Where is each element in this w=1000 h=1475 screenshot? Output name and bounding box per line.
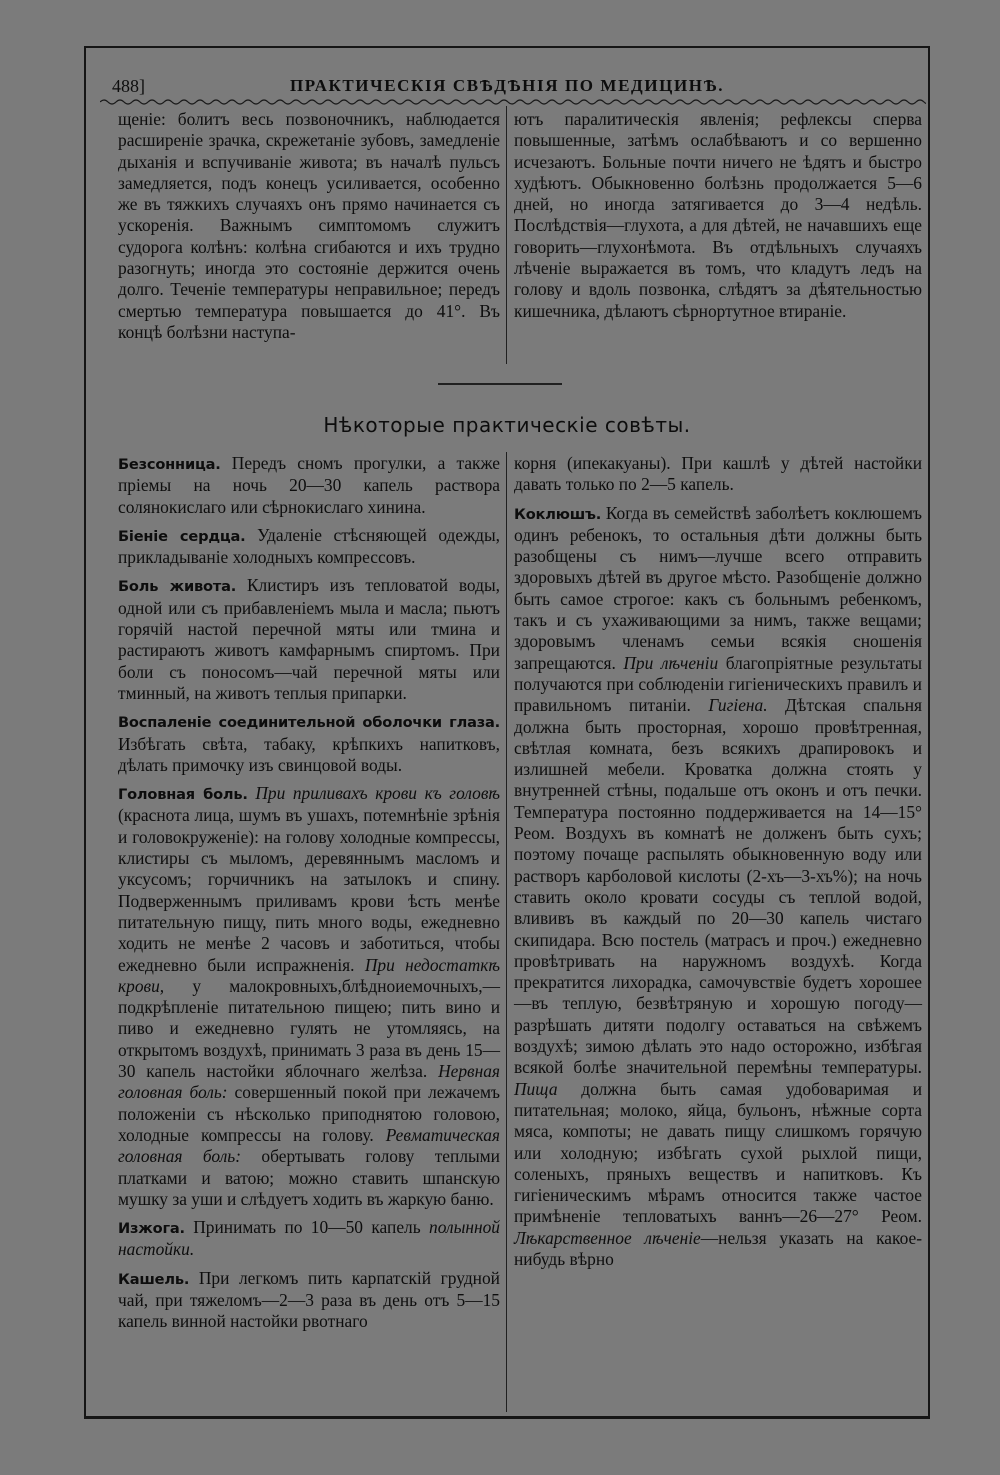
entry-text: —нельзя указать на какое-нибудь вѣрно [514, 1227, 922, 1269]
entry-italic: При лѣченіи [615, 652, 719, 673]
entry-heartburn [118, 1217, 500, 1261]
entry-text: Избѣгать свѣта, табаку, крѣпкихъ напитковъ, дѣлать примочку изъ свинцовой воды. [118, 733, 500, 775]
entry-text: (краснота лица, шумъ въ ушахъ, потемнѣніе зрѣнія и головокруженіе): на голову холодные компрессы, клистиры съ мыломъ, деревяннымъ масломъ и уксусомъ; горчичникъ на затылокъ и спину. Подверженнымъ приливамъ крови ѣсть менѣе питательную пищу, пить много воды, ежедневно ходить не менѣе 2 часовъ и заботиться, чтобы ежедневно были испражненія. [118, 805, 500, 975]
entry-text: Передъ сномъ прогулки, а также пріемы на ночь 20—30 капель раствора солянокислаго или сѣрнокислаго хинина. [118, 453, 500, 517]
entry-conjunctivitis [118, 711, 500, 776]
advice-left-column [118, 453, 500, 1333]
entry-text: совершенный покой при лежачемъ положеніи съ нѣсколько приподнятою головою, холодные компрессы на голову. [118, 1082, 500, 1145]
wavy-rule [100, 97, 926, 107]
entry-heading: Кашель. [118, 1270, 190, 1288]
entry-italic: Гигіена. [690, 695, 768, 716]
entry-heading: Коклюшъ. [514, 505, 602, 523]
entry-headache [118, 783, 500, 1210]
bottom-rule [84, 1416, 930, 1419]
entry-italic: полынной настойки. [118, 1217, 500, 1260]
top-left-text: щеніе: болитъ весь позвоночникъ, наблюдается расширеніе зрачка, скрежетаніе зубовъ, замедленіе дыханія и вспучиваніе живота; въ началѣ пульсъ замедляется, подъ конецъ усиливается, особенно же въ тяжкихъ случаяхъ онъ прямо начинается съ ускоренія. Важнымъ симптомомъ служитъ судорога колѣнъ: колѣна сгибаются и ихъ трудно разогнуть; иногда это состояніе держится очень долго. Теченіе температуры неправильное; передъ смертью температура повышается до 41°. Въ концѣ болѣзни наступа- [118, 109, 500, 342]
entry-whooping-cough [514, 503, 922, 1271]
top-left-column [118, 109, 500, 343]
entry-heading: Біеніе сердца. [118, 527, 246, 545]
entry-cough-continued [514, 453, 922, 496]
entry-text: обертывать голову теплыми платками и ватою; можно ставить шпанскую мушку за уши и слѣдуетъ ходить въ жаркую баню. [118, 1146, 500, 1209]
entry-text: должна быть самая удобоваримая и питательная; молоко, яйца, бульонъ, нѣжные сорта мяса, компоты; не давать пищу слишкомъ горячую или холодную; избѣгать сухой рыхлой пищи, соленыхъ, пряныхъ веществъ и напитковъ. Къ гигіеническимъ мѣрамъ относится также частое примѣненіе тепловатыхъ ваннъ—26—27° Реом. [514, 1078, 922, 1227]
running-title: ПРАКТИЧЕСКІЯ СВѢДѢНІЯ ПО МЕДИЦИНѢ. [289, 76, 725, 95]
entry-cough [118, 1268, 500, 1333]
entry-heading: Изжога. [118, 1220, 185, 1238]
entry-italic: При недостаткѣ крови, [118, 954, 500, 996]
entry-text: Удаленіе стѣсняющей одежды, прикладываніе холодныхъ компрессовъ. [118, 524, 501, 568]
advice-right-column [514, 453, 922, 1270]
entry-italic: Ревматическая головная боль: [118, 1124, 500, 1167]
entry-heading: Безсонница. [118, 456, 221, 473]
section-title: Нѣкоторые практическіе совѣты. [323, 413, 691, 437]
entry-heading: Боль живота. [118, 578, 237, 596]
entry-italic: Лѣкарственное лѣченіе [514, 1227, 701, 1248]
entry-italic: Пища [514, 1078, 558, 1099]
entry-text: Когда въ семействѣ заболѣетъ коклюшемъ одинъ ребенокъ, то остальныя дѣти должны быть разобщены съ нимъ—лучше всего отправить здоровыхъ дѣтей въ другое мѣсто. Разобщеніе должно быть самое строгое: какъ съ больнымъ ребенкомъ, такъ и съ ухаживающими за нимъ, также вещами; здоровымъ членамъ семьи всякія сношенія запрещаются. [514, 502, 922, 673]
entry-text: Клистиръ изъ тепловатой воды, одной или съ прибавленіемъ мыла и масла; пьютъ горячій настой перечной мяты или тмина и растираютъ животъ камфарнымъ спиртомъ. При боли съ поносомъ—чай перечной мяты или тминный, на животъ теплыя припарки. [118, 575, 501, 703]
entry-text: Дѣтская спальня должна быть просторная, хорошо провѣтренная, свѣтлая комната, безъ всякихъ драпировокъ и излишней мебели. Кроватка должна стоять у внутренней стѣны, подальше отъ оконъ и отъ печки. Температура постоянно поддерживается на 14—15° Реом. Воздухъ въ комнатѣ не долженъ быть сухъ; поэтому почаще распылять обыкновенную воду или растворъ карболовой кислоты (2-хъ—3-хъ%); на ночь ставить около кровати сосуды съ теплой водой, влививъ въ каждый по 20—30 капель чистаго скипидара. Всю постель (матрасъ и проч.) ежедневно провѣтривать на наружномъ воздухѣ. Когда прекратится лихорадка, самочувствіе будетъ хорошее—въ теплую, безвѣтряную и хорошую погоду—разрѣшать дитяти подолгу оставаться на свѣжемъ воздухѣ; зимою дѣлать это надо осторожно, избѣгая всякой болѣе значительной перемѣны температуры. [514, 695, 922, 1078]
entry-text: благопріятные результаты получаются при соблюденіи гигіеническихъ правилъ и правильномъ питаніи. [514, 652, 923, 716]
top-rule [84, 46, 930, 48]
column-divider-top [506, 106, 507, 364]
top-right-column [514, 109, 922, 322]
entry-heading: Воспаленіе соединительной оболочки глаза. [118, 714, 500, 732]
entry-stomach-pain [118, 575, 500, 704]
entry-text: Принимать по 10—50 капель [184, 1217, 421, 1238]
entry-heading: Головная боль. [118, 786, 248, 804]
entry-italic: Нервная головная боль: [118, 1061, 501, 1103]
entry-italic: При приливахъ крови къ головѣ [247, 783, 500, 804]
top-right-text: ютъ паралитическія явленія; рефлексы сперва повышенные, затѣмъ ослабѣваютъ и со вершенно исчезаютъ. Больные почти ничего не ѣдятъ и быстро худѣютъ. Обыкновенно болѣзнь продолжается 5—6 дней, но иногда затягивается до 3—4 недѣль. Послѣдствія—глухота, а для дѣтей, не начавшихъ еще говорить—глухонѣмота. Въ отдѣльныхъ случаяхъ лѣченіе выражается въ томъ, что кладутъ ледъ на голову и вдоль позвонка, слѣдятъ за дѣятельностью кишечника, дѣлаютъ сѣрнортутное втираніе. [514, 109, 922, 321]
entry-insomnia [118, 453, 500, 518]
entry-palpitation [118, 525, 500, 569]
section-divider [438, 383, 562, 385]
page-number: 488] [112, 76, 145, 96]
entry-text: у малокровныхъ,блѣдноиемочныхъ,—подкрѣпленіе питательною пищею; пить вино и пиво и ежедневно гулять не утомляясь, на открытомъ воздухѣ, принимать 3 раза въ день 15—30 капель настойки яблочнаго желѣза. [118, 975, 500, 1082]
entry-text: корня (ипекакуаны). При кашлѣ у дѣтей настойки давать только по 2—5 капель. [514, 453, 922, 495]
entry-text: При легкомъ пить карпатскій грудной чай, при тяжеломъ—2—3 раза въ день отъ 5—15 капель винной настойки рвотнаго [118, 1267, 500, 1332]
column-divider-bottom [506, 452, 507, 1412]
